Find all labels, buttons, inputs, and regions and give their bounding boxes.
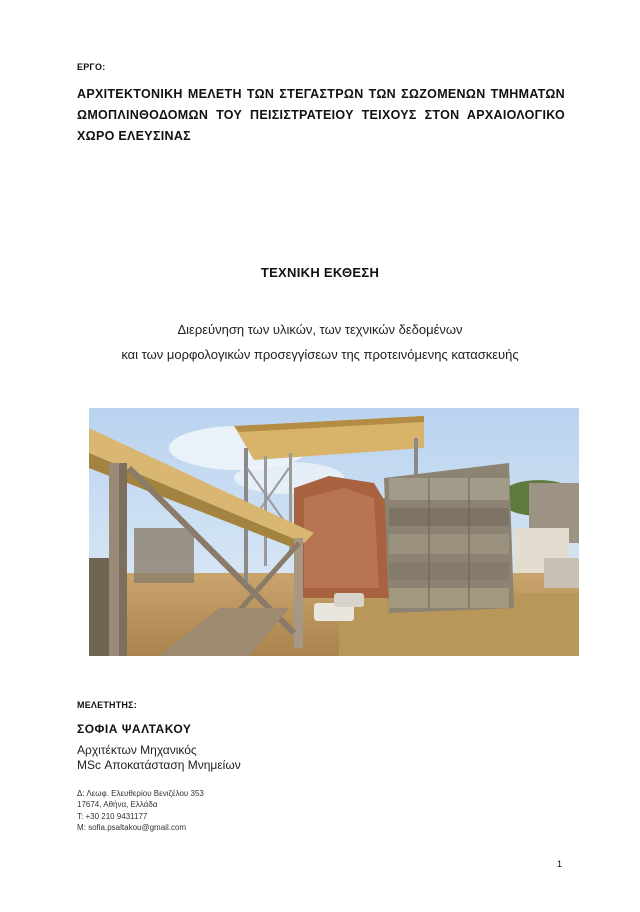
- contact-address: Δ: Λεωφ. Ελευθερίου Βενιζέλου 353: [77, 789, 204, 798]
- author-name: ΣΟΦΙΑ ΨΑΛΤΑΚΟΥ: [77, 722, 192, 736]
- contact-email: M: sofia.psaltakou@gmail.com: [77, 823, 187, 832]
- contact-phone: T: +30 210 9431177: [77, 812, 148, 821]
- report-subtitle-line-1: Διερεύνηση των υλικών, των τεχνικών δεδομένων: [177, 322, 463, 337]
- project-title: ΑΡΧΙΤΕΚΤΟΝΙΚΗ ΜΕΛΕΤΗ ΤΩΝ ΣΤΕΓΑΣΤΡΩΝ ΤΩΝ ΣΩΖΟΜΕΝΩΝ ΤΜΗΜΑΤΩΝ ΩΜΟΠΛΙΝΘΟΔΟΜΩΝ ΤΟΥ ΠΕΙΣΙΣΤΡΑΤΕΙΟΥ ΤΕΙΧΟΥΣ ΣΤΟΝ ΑΡΧΑΙΟΛΟΓΙΚΟ ΧΩΡΟ ΕΛΕΥΣΙΝΑΣ: [77, 87, 565, 143]
- contact-city: 17674, Αθήνα, Ελλάδα: [77, 800, 158, 809]
- author-role: Αρχιτέκτων Μηχανικός: [77, 743, 197, 757]
- page-number: 1: [557, 859, 563, 869]
- report-title: ΤΕΧΝΙΚΗ ΕΚΘΕΣΗ: [260, 265, 380, 280]
- author-degree: MSc Αποκατάσταση Μνημείων: [77, 758, 241, 772]
- author-label: ΜΕΛΕΤΗΤΗΣ:: [77, 700, 137, 710]
- cover-photo: [89, 408, 579, 656]
- report-subtitle-line-2: και των μορφολογικών προσεγγίσεων της προτεινόμενης κατασκευής: [121, 347, 519, 362]
- project-label: ΕΡΓΟ:: [77, 62, 106, 72]
